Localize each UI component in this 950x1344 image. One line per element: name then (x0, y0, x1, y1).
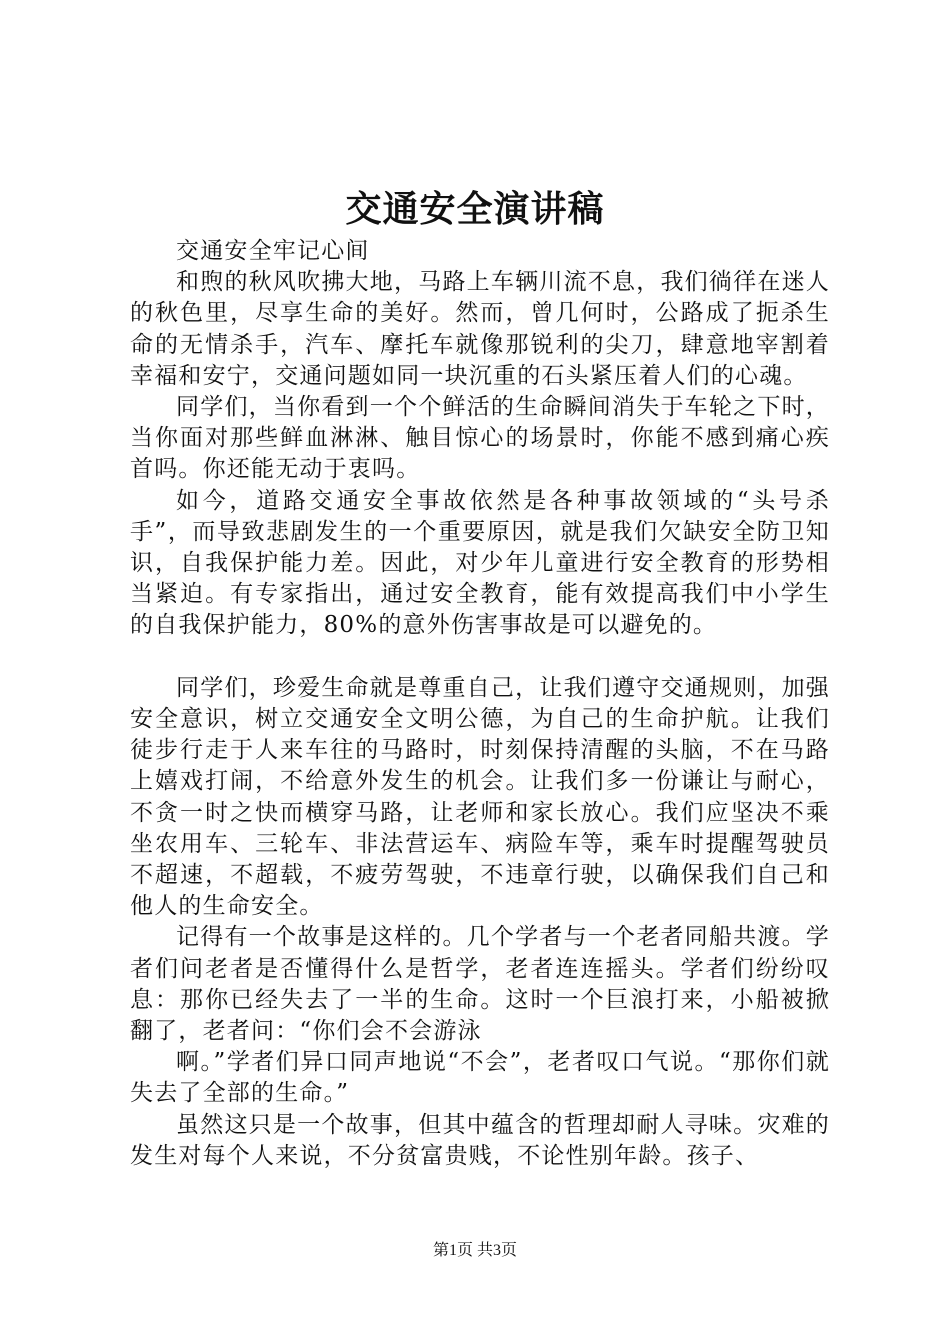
paragraph: 和煦的秋风吹拂大地，马路上车辆川流不息，我们徜徉在迷人的秋色里，尽享生命的美好。然而，曾几何时，公路成了扼杀生命的无情杀手，汽车、摩托车就像那锐利的尖刀，肆意地宰割着幸福和安宁，交通问题如同一块沉重的石头紧压着人们的心魂。 (130, 269, 830, 389)
paragraph: 如今，道路交通安全事故依然是各种事故领域的“头号杀手”，而导致悲剧发生的一个重要原因，就是我们欠缺安全防卫知识，自我保护能力差。因此，对少年儿童进行安全教育的形势相当紧迫。有专家指出，通过安全教育，能有效提高我们中小学生的自我保护能力，80%的意外伤害事故是可以避免的。 (130, 487, 830, 639)
paragraph: 同学们，当你看到一个个鲜活的生命瞬间消失于车轮之下时，当你面对那些鲜血淋淋、触目惊心的场景时，你能不感到痛心疾首吗。你还能无动于衷吗。 (130, 394, 830, 483)
page-footer: 第1页 共3页 (432, 1242, 517, 1259)
paragraph-subtitle: 交通安全牢记心间 (176, 238, 370, 264)
document-title: 交通安全演讲稿 (345, 188, 605, 230)
paragraph: 啊。”学者们异口同声地说“不会”，老者叹口气说。“那你们就失去了全部的生命。” (130, 1049, 830, 1107)
paragraph: 同学们，珍爱生命就是尊重自己，让我们遵守交通规则，加强安全意识，树立交通安全文明公德，为自己的生命护航。让我们徒步行走于人来车往的马路时，时刻保持清醒的头脑，不在马路上嬉戏打闹，不给意外发生的机会。让我们多一份谦让与耐心，不贪一时之快而横穿马路，让老师和家长放心。我们应坚决不乘坐农用车、三轮车、非法营运车、病险车等，乘车时提醒驾驶员不超速，不超载，不疲劳驾驶，不违章行驶，以确保我们自己和他人的生命安全。 (130, 674, 830, 920)
paragraph: 虽然这只是一个故事，但其中蕴含的哲理却耐人寻味。灾难的发生对每个人来说，不分贫富贵贱，不论性别年龄。孩子、 (130, 1111, 830, 1169)
paragraph: 记得有一个故事是这样的。几个学者与一个老者同船共渡。学者们问老者是否懂得什么是哲学，老者连连摇头。学者们纷纷叹息：那你已经失去了一半的生命。这时一个巨浪打来，小船被掀翻了，老者问：“你们会不会游泳 (130, 924, 830, 1045)
blank-line (130, 642, 830, 673)
document-body (130, 236, 830, 1172)
